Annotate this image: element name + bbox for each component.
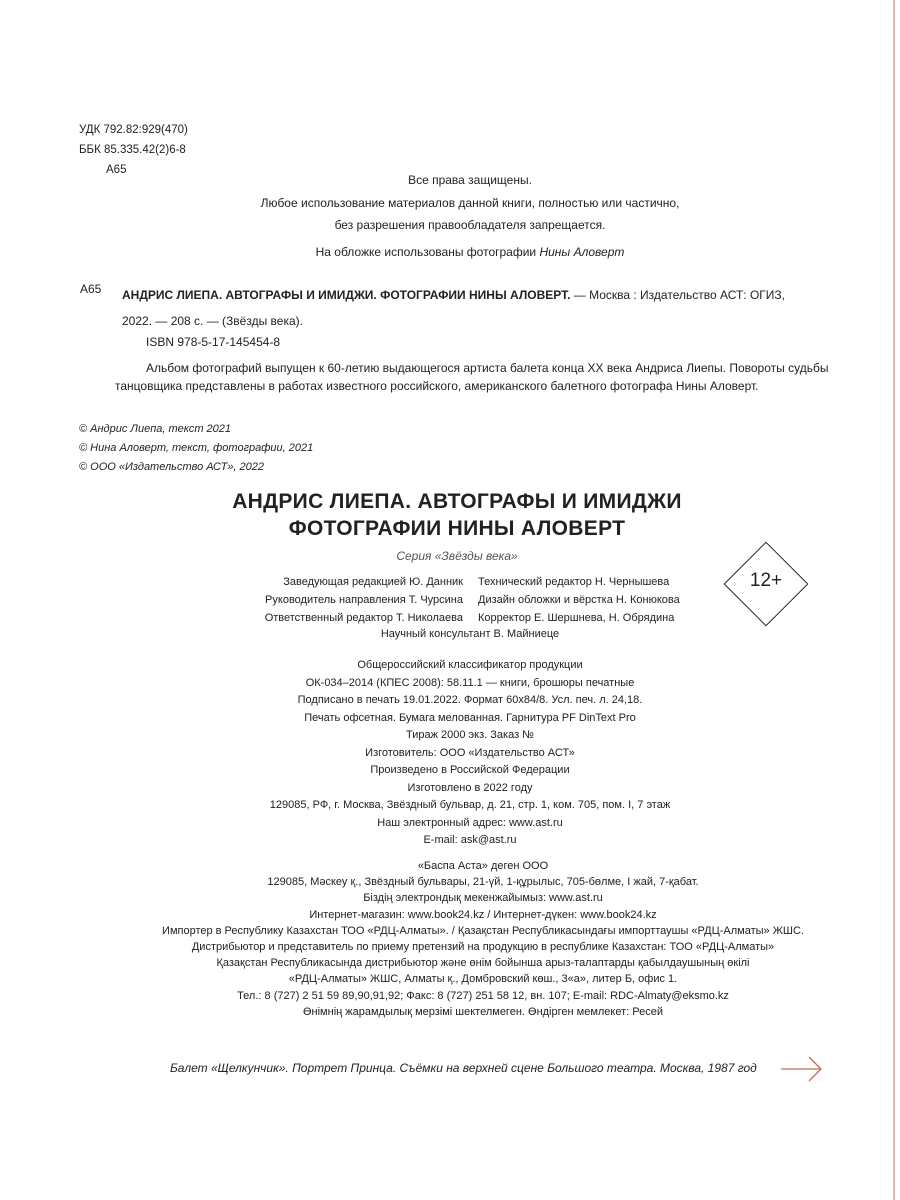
author-sign: А65 — [106, 164, 127, 176]
catalog-title: АНДРИС ЛИЕПА. АВТОГРАФЫ И ИМИДЖИ. ФОТОГРАФИИ НИНЫ АЛОВЕРТ. — [122, 288, 571, 302]
udk-code: УДК 792.82:929(470) — [79, 124, 188, 136]
staff-entry: Заведующая редакцией Ю. Данник — [283, 576, 463, 588]
kz-line: Дистрибьютор и представитель по приему претензий на продукцию в республике Казахстан: ТОО «РДЦ-Алматы» — [191, 941, 775, 954]
book-title-line-1: АНДРИС ЛИЕПА. АВТОГРАФЫ И ИМИДЖИ — [232, 490, 682, 513]
imprint-line: ОК-034–2014 (КПЕС 2008): 58.11.1 — книги, брошюры печатные — [305, 676, 635, 689]
imprint-line: Изготовитель: ООО «Издательство АСТ» — [365, 746, 575, 759]
kz-line: Біздің электрондық мекенжайымыз: www.ast.ru — [363, 892, 603, 905]
staff-entry: Руководитель направления Т. Чурсина — [265, 594, 463, 606]
copyright-line: © ООО «Издательство АСТ», 2022 — [79, 461, 265, 473]
book-title — [0, 488, 900, 542]
rights-line-2: Любое использование материалов данной книги, полностью или частично, — [260, 195, 680, 210]
staff-left-column — [265, 573, 463, 627]
imprint-line: Печать офсетная. Бумага мелованная. Гарнитура PF DinText Pro — [304, 711, 636, 724]
cover-credit-name: Нины Аловерт — [539, 244, 625, 259]
photo-caption: Балет «Щелкунчик». Портрет Принца. Съёмки на верхней сцене Большого театра. Москва, 1987 год — [170, 1061, 757, 1075]
kz-line: Интернет-магазин: www.book24.kz / Интернет-дүкен: www.book24.kz — [309, 908, 657, 921]
imprint-line: Тираж 2000 экз. Заказ № — [406, 729, 534, 741]
imprint-line: Общероссийский классификатор продукции — [357, 659, 583, 671]
book-title-line-2: ФОТОГРАФИИ НИНЫ АЛОВЕРТ — [288, 517, 626, 540]
imprint-line: Произведено в Российской Федерации — [370, 764, 570, 776]
catalog-code: А65 — [80, 282, 102, 296]
copyright-line: © Нина Аловерт, текст, фотографии, 2021 — [79, 442, 314, 454]
annotation: Альбом фотографий выпущен к 60-летию выдающегося артиста балета конца XX века Андриса Лиепы. Повороты судьбы танцовщика представлены в работах известного российского, американского балетного фотографа Нины Аловерт. — [115, 361, 829, 393]
rights-line-3: без разрешения правообладателя запрещается. — [334, 218, 606, 232]
imprint-line: E-mail: ask@ast.ru — [423, 834, 517, 846]
imprint-line: Наш электронный адрес: www.ast.ru — [377, 816, 563, 829]
isbn: ISBN 978-5-17-145454-8 — [146, 335, 281, 349]
kz-line: «РДЦ-Алматы» ЖШС, Алматы қ., Домбровский көш., 3«а», литер Б, офис 1. — [288, 973, 678, 986]
rights-block — [0, 169, 900, 263]
arrow-right-icon — [780, 1056, 824, 1087]
rights-line-1: Все права защищены. — [408, 173, 532, 187]
kz-line: Қазақстан Республикасында дистрибьютор және өнім бойынша арыз-талаптарды қабылдаушының өкілі — [216, 957, 750, 970]
bbk-code: ББК 85.335.42(2)6-8 — [79, 144, 186, 156]
staff-entry: Технический редактор Н. Чернышева — [478, 576, 670, 588]
copyright-block — [79, 420, 313, 477]
kz-line: Өнімнің жарамдылық мерзімі шектелмеген. Өндірген мемлекет: Ресей — [302, 1005, 663, 1018]
staff-right-column — [478, 573, 680, 627]
kz-line: Тел.: 8 (727) 2 51 59 89,90,91,92; Факс: 8 (727) 251 58 12, вн. 107; E-mail: RDC-Almaty@eksmo.kz — [237, 989, 729, 1002]
staff-entry: Ответственный редактор Т. Николаева — [264, 612, 463, 624]
kazakhstan-block — [0, 858, 900, 1020]
catalog-line-2: 2022. — 208 с. — (Звёзды века). — [122, 314, 303, 328]
staff-entry: Корректор Е. Шершнева, Н. Обрядина — [478, 612, 675, 624]
cover-credit — [0, 241, 900, 264]
kz-line: «Баспа Аста» деген ООО — [417, 860, 549, 872]
kz-line: Импортер в Республику Казахстан ТОО «РДЦ-Алматы». / Қазақстан Республикасындағы импорттаушы «РДЦ-Алматы» ЖШС. — [162, 924, 804, 937]
copyright-line: © Андрис Лиепа, текст 2021 — [79, 423, 232, 435]
imprint-line: Подписано в печать 19.01.2022. Формат 60х84/8. Усл. печ. л. 24,18. — [297, 694, 643, 706]
staff-entry: Дизайн обложки и вёрстка Н. Конюкова — [478, 594, 680, 606]
age-rating-label: 12+ — [749, 570, 783, 591]
catalog-entry — [122, 282, 822, 334]
scientific-consultant: Научный консультант В. Майниеце — [380, 628, 560, 640]
imprint-line: Изготовлено в 2022 году — [407, 781, 533, 794]
kz-line: 129085, Мәскеу қ., Звёздный бульвары, 21-үй, 1-құрылыс, 705-бөлме, I жай, 7-қабат. — [267, 876, 699, 889]
cover-credit-prefix: На обложке использованы фотографии — [315, 244, 540, 259]
imprint-line: 129085, РФ, г. Москва, Звёздный бульвар, д. 21, стр. 1, ком. 705, пом. I, 7 этаж — [269, 799, 671, 811]
catalog-line-1 — [122, 282, 822, 308]
imprint-block — [0, 657, 900, 850]
series-name: Серия «Звёзды века» — [396, 549, 518, 563]
catalog-publisher: — Москва : Издательство АСТ: ОГИЗ, — [570, 288, 786, 302]
